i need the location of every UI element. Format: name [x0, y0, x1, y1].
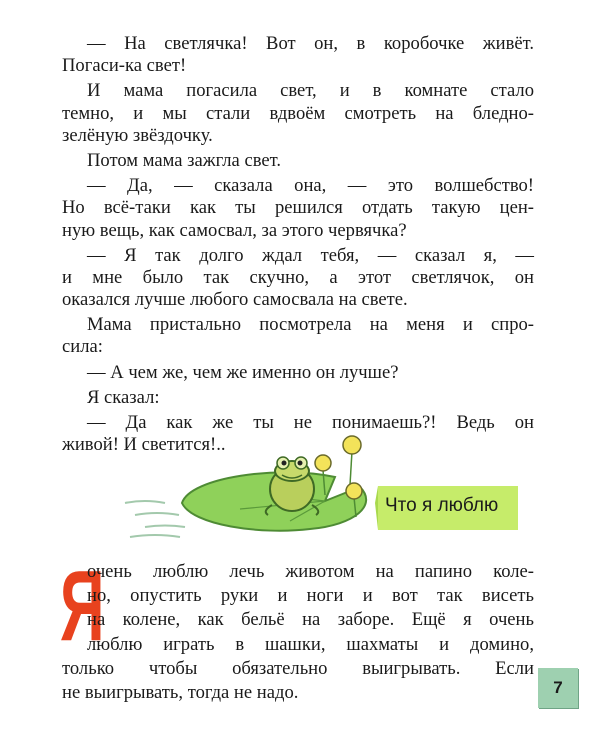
story-line: Погаси-ка свет!: [62, 55, 187, 77]
section-line: но, опустить руки и ноги и вот так висеть: [87, 585, 534, 607]
section-line: люблю играть в шашки, шахматы и домино,: [87, 633, 534, 655]
story-line: Но всё-таки как ты решился отдать такую цен-: [62, 197, 534, 219]
story-line: живой! И светится!..: [62, 434, 226, 456]
story-line: Потом мама зажгла свет.: [87, 149, 282, 171]
story-line: Я сказал:: [87, 386, 160, 408]
section-line: на колене, как бельё на заборе. Ещё я очень: [87, 609, 534, 631]
story-line: — Я так долго ждал тебя, — сказал я, —: [87, 244, 534, 266]
story-line: ную вещь, как самосвал, за этого червячка?: [62, 219, 407, 241]
page-number: 7: [553, 678, 563, 697]
section-line: только чтобы обязательно выигрывать. Если: [62, 657, 534, 679]
frog-lily-pad-illustration: [120, 425, 600, 550]
story-line: Мама пристально посмотрела на меня и спро-: [87, 314, 534, 336]
story-line: зелёную звёздочку.: [62, 124, 213, 146]
story-line: темно, и мы стали вдвоём смотреть на бледно-: [62, 102, 534, 124]
story-line: — А чем же, чем же именно он лучше?: [87, 361, 399, 383]
story-text: [62, 33, 534, 456]
section-line: не выигрывать, тогда не надо.: [62, 681, 299, 703]
story-line: — Да как же ты не понимаешь?! Ведь он: [87, 412, 534, 433]
section-line: очень люблю лечь животом на папино коле-: [87, 561, 534, 582]
section-heading: Что я люблю: [385, 495, 499, 516]
story-line: сила:: [62, 336, 103, 358]
story-line: и мне было так скучно, а этот светлячок, он: [62, 266, 534, 288]
water-ripples-icon: [125, 501, 185, 537]
story-line: — Да, — сказала она, — это волшебство!: [87, 175, 534, 197]
section-text: [62, 560, 534, 705]
story-line: И мама погасила свет, и в комнате стало: [87, 80, 534, 102]
drop-cap-letter: Я: [60, 550, 105, 662]
story-line: оказался лучше любого самосвала на свете.: [62, 289, 408, 311]
story-line: — На светлячка! Вот он, в коробочке живёт.: [87, 33, 534, 54]
